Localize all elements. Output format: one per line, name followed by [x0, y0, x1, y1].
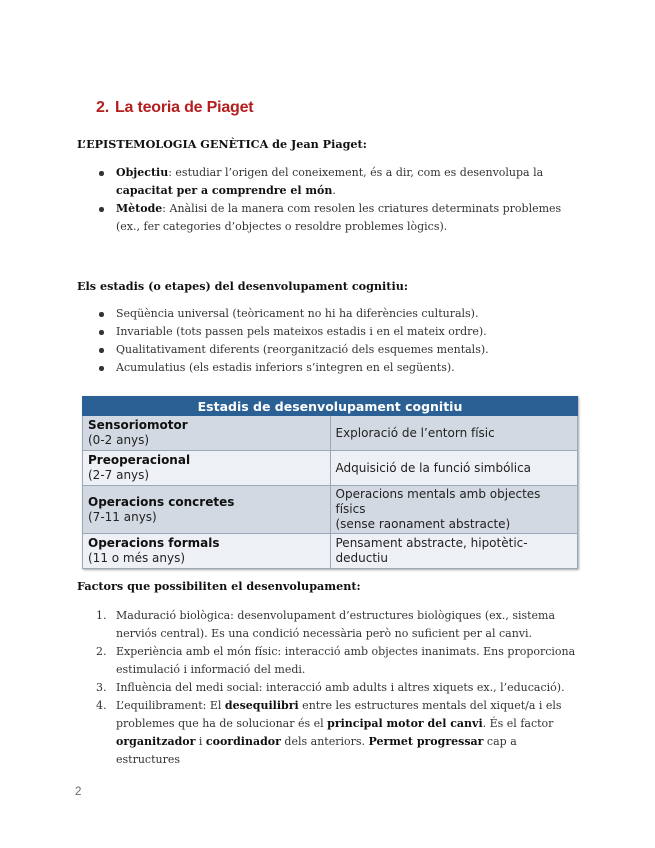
table-row: [83, 451, 578, 486]
stage-name: Operacions concretes: [88, 494, 235, 509]
section-title: [96, 99, 253, 117]
list-item: 4. L’equilibrament: El desequilibri entre les estructures mentals del xiquet/a i els problemes que ha de solucionar és el principal motor del canvi. És el factor organitzador i coordinador dels anteriors. Permet progressar cap a estructures: [96, 699, 562, 766]
list-item: 1. Maduració biològica: desenvolupament d’estructures biològiques (ex., sistema nerviós central). Es una condició necessària però no suficient per al canvi.: [96, 609, 556, 640]
factors-heading: Factors que possibiliten el desenvolupament:: [77, 579, 361, 593]
stage-description: Exploració de l’entorn físic: [335, 425, 495, 440]
table-row: [83, 416, 578, 451]
epistemology-heading: L’EPISTEMOLOGIA GENÈTICA de Jean Piaget:: [77, 137, 367, 151]
stage-name: Preoperacional: [88, 453, 191, 467]
stage-name: Operacions formals: [88, 536, 220, 550]
stage-ages: (0-2 anys): [88, 433, 150, 447]
table-row: [83, 486, 578, 534]
factors-list: [96, 607, 578, 769]
stages-bullets: [96, 305, 576, 377]
page-number: 2: [75, 786, 82, 798]
list-item: Invariable (tots passen pels mateixos estadis i en el mateix ordre).: [96, 323, 576, 341]
list-item: Seqüència universal (teòricament no hi ha diferències culturals).: [96, 305, 576, 323]
stages-table: [82, 396, 578, 569]
stage-description: Adquisició de la funció simbólica: [335, 460, 532, 475]
list-item: 2. Experiència amb el món físic: interacció amb objectes inanimats. Ens proporciona estimulació i informació del medi.: [96, 645, 576, 676]
stage-description-note: (sense raonament abstracte): [335, 517, 511, 531]
list-item: 3. Influència del medi social: interacció amb adults i altres xiquets ex., l’educació).: [96, 681, 565, 694]
stages-heading: Els estadis (o etapes) del desenvolupament cognitiu:: [77, 279, 408, 293]
table-row: [83, 534, 578, 569]
stage-ages: (7-11 anys): [88, 509, 157, 524]
list-item: Objectiu: estudiar l’origen del coneixement, és a dir, com es desenvolupa la capacitat per a comprendre el món.: [96, 164, 566, 200]
stage-ages: (2-7 anys): [88, 468, 150, 482]
section-title-text: La teoria de Piaget: [114, 99, 254, 116]
epistemology-list: [96, 164, 566, 236]
list-item: Qualitativament diferents (reorganització dels esquemes mentals).: [96, 341, 576, 359]
stage-description: Operacions mentals amb objectes físics: [335, 487, 541, 516]
stage-description: Pensament abstracte, hipotètic-deductiu: [335, 536, 528, 565]
list-item: Acumulatius (els estadis inferiors s’integren en el següents).: [96, 359, 576, 377]
section-number: 2.: [96, 99, 109, 116]
list-item: Mètode: Anàlisi de la manera com resolen les criatures determinats problemes (ex., fer categories d’objectes o resoldre problemes lògics).: [96, 200, 566, 236]
table-title: Estadis de desenvolupament cognitiu: [83, 397, 578, 416]
stage-ages: (11 o més anys): [88, 551, 186, 565]
stage-name: Sensoriomotor: [88, 418, 188, 432]
